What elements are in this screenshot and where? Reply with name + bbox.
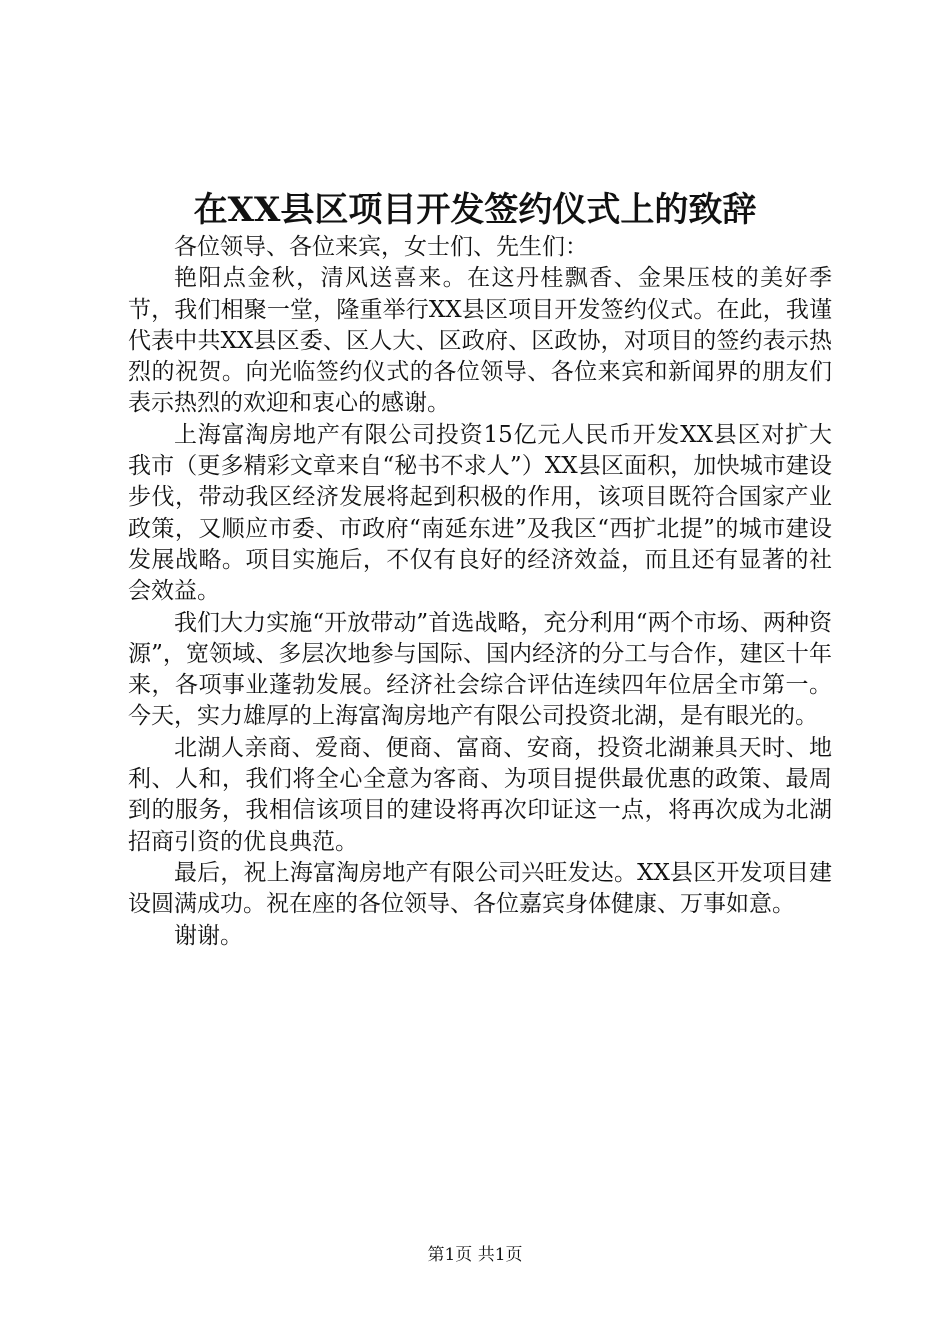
- salutation-paragraph: 各位领导、各位来宾，女士们、先生们：: [174, 234, 588, 260]
- body-paragraph: 上海富淘房地产有限公司投资15亿元人民币开发XX县区对扩大我市（更多精彩文章来自“秘书不求人”）XX县区面积，加快城市建设步伐，带动我区经济发展将起到积极的作用，该项目既符合国家产业政策，又顺应市委、市政府“南延东进”及我区“西扩北提”的城市建设发展战略。项目实施后，不仅有良好的经济效益，而且还有显著的社会效益。: [128, 421, 832, 605]
- body-paragraph: 北湖人亲商、爱商、便商、富商、安商，投资北湖兼具天时、地利、人和，我们将全心全意为客商、为项目提供最优惠的政策、最周到的服务，我相信该项目的建设将再次印证这一点，将再次成为北湖招商引资的优良典范。: [128, 734, 832, 855]
- body-paragraph: 我们大力实施“开放带动”首选战略，充分利用“两个市场、两种资源”，宽领域、多层次地参与国际、国内经济的分工与合作，建区十年来，各项事业蓬勃发展。经济社会综合评估连续四年位居全市第一。今天，实力雄厚的上海富淘房地产有限公司投资北湖，是有眼光的。: [128, 609, 832, 730]
- body-paragraph: 最后，祝上海富淘房地产有限公司兴旺发达。XX县区开发项目建设圆满成功。祝在座的各位领导、各位嘉宾身体健康、万事如意。: [128, 859, 832, 918]
- document-title: 在XX县区项目开发签约仪式上的致辞: [193, 190, 757, 230]
- body-paragraph: 艳阳点金秋，清风送喜来。在这丹桂飘香、金果压枝的美好季节，我们相聚一堂，隆重举行XX县区项目开发签约仪式。在此，我谨代表中共XX县区委、区人大、区政府、区政协，对项目的签约表示热烈的祝贺。向光临签约仪式的各位领导、各位来宾和新闻界的朋友们表示热烈的欢迎和衷心的感谢。: [128, 265, 832, 417]
- document-body: [128, 232, 832, 952]
- closing-paragraph: 谢谢。: [174, 922, 243, 949]
- page-footer: 第1页 共1页: [427, 1245, 523, 1265]
